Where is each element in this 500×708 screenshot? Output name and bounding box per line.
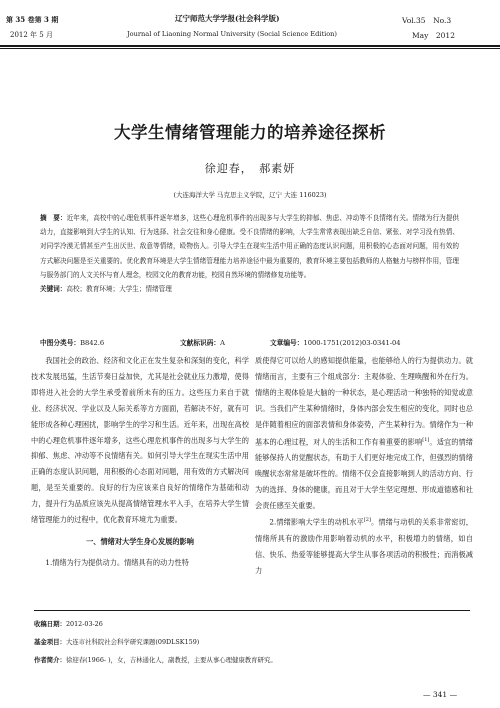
footnote-label: 基金项目： — [34, 638, 66, 646]
footnote-label: 作者简介： — [34, 656, 66, 664]
clc-label: 中图分类号： — [40, 339, 81, 347]
document-code-label: 文献标识码： — [180, 339, 221, 347]
header-date: 2012 年 5 月 — [10, 31, 53, 39]
clc-number — [40, 337, 104, 347]
footnote-value: 徐迎春(1966- )，女，吉林通化人，副教授，主要从事心理健康教育研究。 — [65, 656, 277, 664]
body-text: 质使得它可以给人的感知提供能量，也能够给人的行为提供动力。就情绪而言，主要有三个组成部分：主观体验、生理唤醒和外在行为。情绪的主观体验是大脑的一种状态，是心理活动一种独特的知觉或意识。当我们产生某种情绪时，身体内部会发生相应的变化，同时也总是伴随着相应的面部表情和身体姿势，产生某种行为。情绪作为一种基本的心理过程，对人的生活和工作有着重要的影响 — [255, 356, 473, 446]
header-rule-thin — [0, 48, 500, 49]
footnote-value: 2012-03-26 — [65, 620, 103, 628]
footnote-received — [34, 619, 103, 628]
article-title: 大学生情绪管理能力的培养途径探析 — [114, 123, 386, 142]
footnote-value: 大连市社科院社会科学研究课题(09DLSK159) — [65, 638, 200, 646]
page-number: — 341 — — [423, 690, 458, 699]
header-volume-issue: 第 35 卷第 3 期 — [6, 15, 59, 24]
article-authors: 徐迎春， 郝素妍 — [204, 162, 296, 175]
footnote-fund — [34, 637, 199, 646]
article-affiliation: (大连海洋大学 马克思主义学院，辽宁 大连 116023) — [173, 191, 327, 199]
header-date-en: May 2012 — [412, 31, 455, 40]
body-left-column — [31, 353, 249, 571]
body-paragraph — [255, 353, 473, 513]
body-paragraph: 1.情绪为行为提供动力。情绪具有的动力性特 — [45, 557, 189, 567]
body-text: 。适宜的情绪能够保持人的觉醒状态，有助于人们更好地完成工作，但强烈的情绪唤醒状态常常是破坏性的。情绪不仅会直接影响到人的活动方向、行为的选择、身体的健康，而且对于大学生坚定理想、形成道德感和社会责任感至关重要。 — [255, 436, 473, 510]
clc-value: B842.6 — [80, 339, 105, 347]
abstract-text: 近年来，高校中的心理危机事件逐年增多，这些心理危机事件的出现多与大学生的抑郁、焦虑、冲动等不良情绪有关。情绪为行为提供动力，直接影响到大学生的认知、行为选择、社会交往和身心健康。受不良情绪的影响，大学生常常表现出缺乏自信、紧张、对学习没有热情、对同学冷漠无情甚至产生出厌世、敌意等情绪，殴物伤人。引导大学生在现实生活中用正确的态度认识问题，用积极的心态面对问题，用有效的方式解决问题是至关重要的。优化教育环境是大学生情绪管理能力培养途径中最为重要的，教育环境主要包括教师的人格魅力与榜样作用，管理与服务部门的人文关怀与育人理念，校园文化的教育功能，校园自然环境的情绪修复功能等。 — [40, 214, 459, 279]
header-rule-thick — [0, 45, 500, 47]
abstract-label: 摘 要： — [40, 214, 67, 222]
paragraph-lead: 2.情绪影响大学生的动机水平 — [269, 517, 364, 527]
article-number-label: 文章编号： — [270, 339, 304, 347]
article-number-value: 1000-1751(2012)03-0341-04 — [303, 339, 401, 347]
body-paragraph — [255, 513, 473, 578]
header-journal-title: 辽宁师范大学学报(社会科学版) — [175, 14, 280, 23]
citation-ref: [1] — [422, 436, 430, 443]
header-journal-title-en: Journal of Liaoning Normal University (Social Science Edition) — [127, 30, 337, 38]
footnote-rule — [34, 610, 470, 611]
body-right-column — [255, 353, 473, 578]
footnote-label: 收稿日期： — [34, 620, 66, 628]
footnote-author — [34, 655, 277, 664]
document-code-value: A — [220, 339, 225, 347]
section-heading: 一、情绪对大学生身心发展的影响 — [86, 536, 194, 546]
citation-ref: [2] — [363, 517, 371, 524]
abstract-block — [40, 211, 459, 296]
document-code — [180, 337, 225, 347]
header-volume-issue-en: Vol.35 No.3 — [402, 16, 452, 25]
article-number — [270, 337, 401, 347]
keywords-text: 高校；教育环境；大学生；情绪管理 — [66, 285, 172, 294]
body-paragraph: 我国社会的政治、经济和文化正在发生复杂和深刻的变化，科学技术发展迅猛，生活节奏日益加快，尤其是社会就业压力激增，使得即将进入社会的大学生承受着前所未有的压力。这些压力来自于就业、经济状况、学业以及人际关系等方方面面，若解决不好，就有可能形成各种心理困扰，影响学生的学习和生活。近年来，出现在高校中的心理危机事件逐年增多，这些心理危机事件的出现多与大学生的抑郁、焦虑、冲动等不良情绪有关。如何引导大学生在现实生活中用正确的态度认识问题，用积极的心态面对问题，用有效的方式解决问题，是至关重要的。良好的行为应该来自良好的情绪作为基础和动力，提升行为品质应该先从提高情绪管理水平入手，在培养大学生情绪管理能力的过程中，优化教育环境尤为重要。 — [31, 356, 249, 525]
keywords-label: 关键词： — [40, 285, 67, 294]
body-text: 。情绪与动机的关系非常密切，情绪所具有的激励作用影响着动机的水平，积极増力的情绪，如自信、快乐、热爱等能够提高大学生从事各项活动的积极性；而消极减力 — [255, 517, 473, 575]
